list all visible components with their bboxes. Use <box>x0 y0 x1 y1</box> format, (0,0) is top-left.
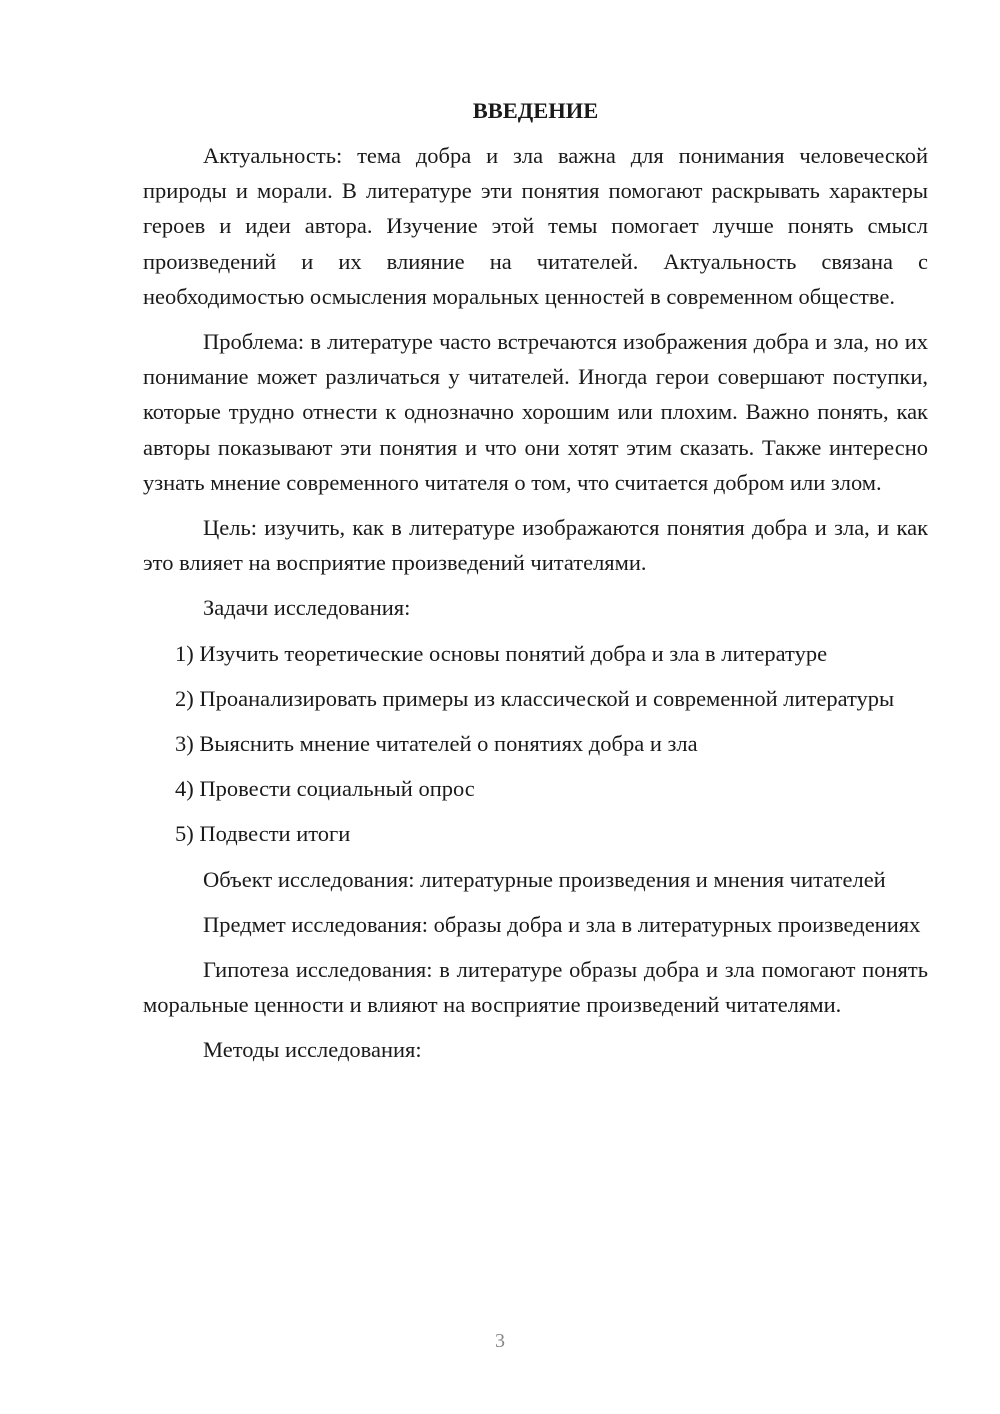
document-body <box>143 96 928 1078</box>
page-number: 3 <box>495 1330 505 1352</box>
tasks-heading: Задачи исследования: <box>203 595 411 621</box>
paragraph-object: Объект исследования: литературные произведения и мнения читателей <box>203 866 886 892</box>
paragraph-subject: Предмет исследования: образы добра и зла в литературных произведениях <box>203 911 921 937</box>
paragraph-hypothesis: Гипотеза исследования: в литературе образы добра и зла помогают понять моральные ценности и влияют на восприятие произведений читателями. <box>143 957 928 1018</box>
paragraph-goal: Цель: изучить, как в литературе изображаются понятия добра и зла, и как это влияет на восприятие произведений читателями. <box>143 515 928 576</box>
task-item-4: 4) Провести социальный опрос <box>175 776 475 802</box>
task-item-1: 1) Изучить теоретические основы понятий добра и зла в литературе <box>175 640 828 666</box>
paragraph-relevance: Актуальность: тема добра и зла важна для понимания человеческой природы и морали. В литературе эти понятия помогают раскрывать характеры героев и идеи автора. Изучение этой темы помогает лучше понять смысл произведений и их влияние на читателей. Актуальность связана с необходимостью осмысления моральных ценностей в современном обществе. <box>143 143 928 309</box>
page-title: ВВЕДЕНИЕ <box>472 98 599 123</box>
paragraph-problem: Проблема: в литературе часто встречаются изображения добра и зла, но их понимание может различаться у читателей. Иногда герои совершают поступки, которые трудно отнести к однозначно хорошим или плохим. Важно понять, как авторы показывают эти понятия и что они хотят этим сказать. Также интересно узнать мнение современного читателя о том, что считается добром или злом. <box>143 329 928 495</box>
methods-heading: Методы исследования: <box>203 1037 422 1063</box>
task-item-3: 3) Выяснить мнение читателей о понятиях добра и зла <box>175 731 698 757</box>
task-item-2: 2) Проанализировать примеры из классической и современной литературы <box>175 685 895 711</box>
task-item-5: 5) Подвести итоги <box>175 821 351 847</box>
